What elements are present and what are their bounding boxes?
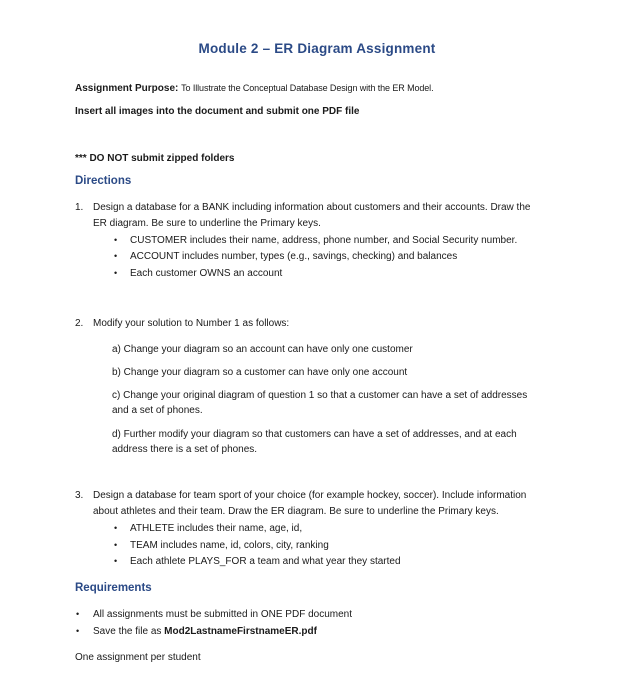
q2-b: b) Change your diagram so a customer can have only one account bbox=[112, 367, 408, 378]
q1-line2: ER diagram. Be sure to underline the Primary keys. bbox=[93, 218, 321, 229]
q2-d-line1: d) Further modify your diagram so that customers can have a set of addresses, and at each bbox=[112, 429, 517, 440]
page-title: Module 2 – ER Diagram Assignment bbox=[198, 41, 436, 56]
q2-intro: Modify your solution to Number 1 as follows: bbox=[93, 318, 290, 329]
bullet-icon: • bbox=[76, 609, 80, 619]
assignment-purpose bbox=[75, 82, 433, 95]
q1-bullet-customer: CUSTOMER includes their name, address, phone number, and Social Security number. bbox=[130, 235, 518, 246]
q3-line2: about athletes and their team. Draw the ER diagram. Be sure to underline the Primary keys. bbox=[93, 506, 499, 517]
q2-number: 2. bbox=[75, 318, 84, 329]
bullet-icon: • bbox=[114, 556, 118, 566]
q2-c-line2: and a set of phones. bbox=[112, 405, 203, 416]
requirement-filename bbox=[93, 625, 317, 638]
filename-prefix: Save the file as bbox=[93, 626, 165, 637]
purpose-text: To Illustrate the Conceptual Database Design with the ER Model. bbox=[181, 83, 434, 93]
bullet-icon: • bbox=[76, 626, 80, 636]
purpose-label: Assignment Purpose: bbox=[75, 83, 179, 94]
q1-line1: Design a database for a BANK including information about customers and their accounts. Draw the bbox=[93, 202, 531, 213]
filename-value: Mod2LastnameFirstnameER.pdf bbox=[164, 626, 317, 637]
bullet-icon: • bbox=[114, 251, 118, 261]
bullet-icon: • bbox=[114, 523, 118, 533]
bullet-icon: • bbox=[114, 268, 118, 278]
q3-bullet-plays-for: Each athlete PLAYS_FOR a team and what year they started bbox=[130, 556, 401, 567]
q3-bullet-team: TEAM includes name, id, colors, city, ranking bbox=[130, 540, 329, 551]
footer-note: One assignment per student bbox=[75, 652, 201, 663]
q3-line1: Design a database for team sport of your choice (for example hockey, soccer). Include information bbox=[93, 490, 527, 501]
bullet-icon: • bbox=[114, 235, 118, 245]
q2-c-line1: c) Change your original diagram of question 1 so that a customer can have a set of addresses bbox=[112, 390, 528, 401]
q3-number: 3. bbox=[75, 490, 84, 501]
q1-bullet-owns: Each customer OWNS an account bbox=[130, 268, 283, 279]
requirements-heading: Requirements bbox=[75, 582, 152, 594]
zip-note: *** DO NOT submit zipped folders bbox=[75, 153, 235, 164]
bullet-icon: • bbox=[114, 540, 118, 550]
q2-d-line2: address there is a set of phones. bbox=[112, 444, 258, 455]
directions-heading: Directions bbox=[75, 175, 132, 187]
q1-bullet-account: ACCOUNT includes number, types (e.g., savings, checking) and balances bbox=[130, 251, 458, 262]
insert-note: Insert all images into the document and submit one PDF file bbox=[75, 106, 360, 117]
q3-bullet-athlete: ATHLETE includes their name, age, id, bbox=[130, 523, 303, 534]
q2-a: a) Change your diagram so an account can have only one customer bbox=[112, 344, 413, 355]
requirement-pdf: All assignments must be submitted in ONE PDF document bbox=[93, 609, 352, 620]
q1-number: 1. bbox=[75, 202, 84, 213]
